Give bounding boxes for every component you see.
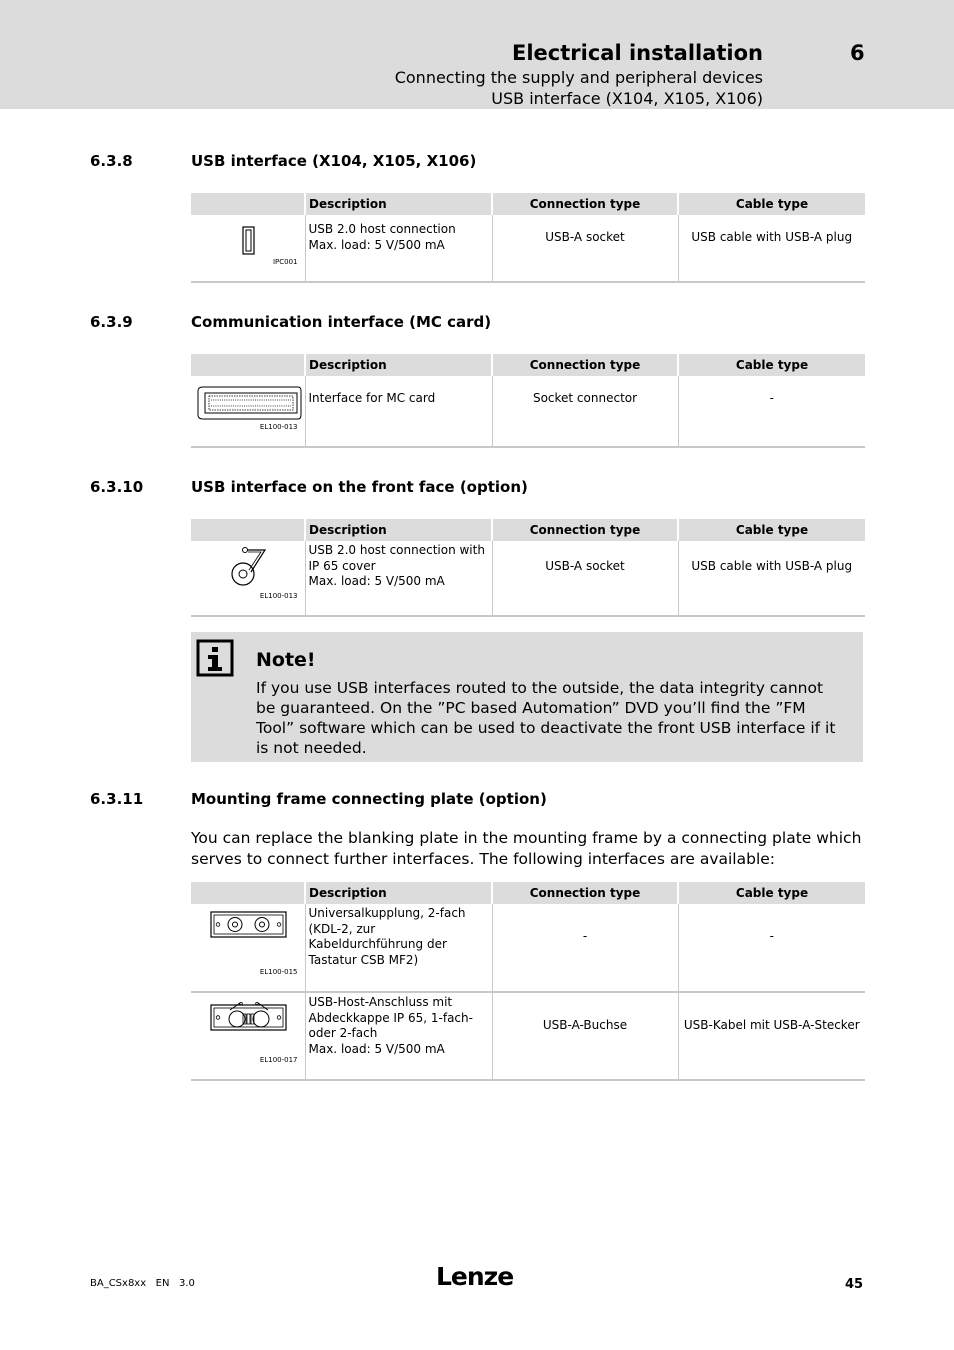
column-header: Description (305, 519, 492, 541)
note-body: If you use USB interfaces routed to the outside, the data integrity cannot be guaranteed. On the ”PC based Automation” DVD you’ll find the ”FM Tool” software which can be used to deactivate the front USB interface if it is not needed. (256, 679, 836, 757)
section-title: USB interface (X104, X105, X106) (191, 152, 477, 170)
figure-label: IPC001 (272, 257, 298, 266)
column-header: Cable type (678, 193, 865, 215)
section-subtitle: Connecting the supply and peripheral devices (394, 68, 763, 87)
figure-label: EL100-013 (259, 591, 298, 600)
chapter-title: Electrical installation (512, 41, 763, 65)
subsection-subtitle: USB interface (X104, X105, X106) (491, 89, 763, 108)
column-header: Connection type (492, 882, 678, 904)
chapter-number: 6 (850, 41, 865, 65)
connection-type-cell: - (492, 904, 678, 992)
figure-cell (191, 992, 305, 1080)
section-number: 6.3.11 (90, 790, 144, 808)
header-image-cell (191, 519, 305, 541)
info-icon (196, 639, 234, 677)
page-header (0, 0, 954, 109)
cable-type-cell: - (678, 904, 865, 992)
table-header-row (191, 519, 865, 541)
header-image-cell (191, 193, 305, 215)
spec-table (191, 193, 865, 283)
note-box (191, 632, 863, 762)
figure-label: EL100-015 (259, 967, 298, 976)
spec-table (191, 354, 865, 448)
cable-type-cell: USB cable with USB-A plug (678, 215, 865, 282)
section-number: 6.3.9 (90, 313, 133, 331)
column-header: Connection type (492, 193, 678, 215)
table-row (191, 376, 865, 447)
figure-label: EL100-017 (259, 1055, 298, 1064)
section-title: USB interface on the front face (option) (191, 478, 528, 496)
cable-type-cell: USB cable with USB-A plug (678, 541, 865, 616)
spec-table (191, 519, 865, 617)
figure-cell (191, 376, 305, 447)
coupling-plate-figure (210, 911, 288, 939)
header-image-cell (191, 354, 305, 376)
figure-cell (191, 541, 305, 616)
column-header: Connection type (492, 354, 678, 376)
connection-type-cell: USB-A-Buchse (492, 992, 678, 1080)
table-header-row (191, 882, 865, 904)
note-title: Note! (256, 649, 316, 671)
connection-type-cell: USB-A socket (492, 215, 678, 282)
table-header-row (191, 354, 865, 376)
cable-type-cell: - (678, 376, 865, 447)
section-title: Communication interface (MC card) (191, 313, 492, 331)
column-header: Connection type (492, 519, 678, 541)
connection-type-cell: Socket connector (492, 376, 678, 447)
table-row (191, 541, 865, 616)
column-header: Description (305, 193, 492, 215)
section-number: 6.3.8 (90, 152, 133, 170)
table-header-row (191, 193, 865, 215)
usb-host-plate-figure (210, 1002, 288, 1032)
spec-table (191, 882, 865, 1081)
figure-cell (191, 904, 305, 992)
mc-card-connector-figure (195, 385, 303, 421)
connection-type-cell: USB-A socket (492, 541, 678, 616)
section-paragraph: You can replace the blanking plate in the mounting frame by a connecting plate which serves to connect further interfaces. The following interfaces are available: (191, 829, 862, 868)
usb-cover-figure (229, 546, 269, 586)
description-cell: USB-Host-Anschluss mit Abdeckkappe IP 65, 1-fach- oder 2-fach Max. load: 5 V/500 mA (305, 992, 492, 1080)
table-row (191, 992, 865, 1080)
figure-label: EL100-013 (259, 422, 298, 431)
lenze-logo: Lenze (436, 1262, 514, 1291)
column-header: Cable type (678, 882, 865, 904)
table-row (191, 215, 865, 282)
figure-cell (191, 215, 305, 282)
section-title: Mounting frame connecting plate (option) (191, 790, 547, 808)
usb-port-figure (242, 226, 256, 256)
description-cell: USB 2.0 host connection Max. load: 5 V/500 mA (305, 215, 492, 282)
column-header: Description (305, 882, 492, 904)
column-header: Cable type (678, 519, 865, 541)
header-image-cell (191, 882, 305, 904)
column-header: Cable type (678, 354, 865, 376)
page-number: 45 (845, 1277, 864, 1292)
column-header: Description (305, 354, 492, 376)
description-cell: Interface for MC card (305, 376, 492, 447)
section-number: 6.3.10 (90, 478, 144, 496)
description-cell: Universalkupplung, 2-fach (KDL-2, zur Kabeldurchführung der Tastatur CSB MF2) (305, 904, 492, 992)
table-row (191, 904, 865, 992)
document-id: BA_CSx8xx EN 3.0 (90, 1278, 195, 1289)
description-cell: USB 2.0 host connection with IP 65 cover Max. load: 5 V/500 mA (305, 541, 492, 616)
cable-type-cell: USB-Kabel mit USB-A-Stecker (678, 992, 865, 1080)
